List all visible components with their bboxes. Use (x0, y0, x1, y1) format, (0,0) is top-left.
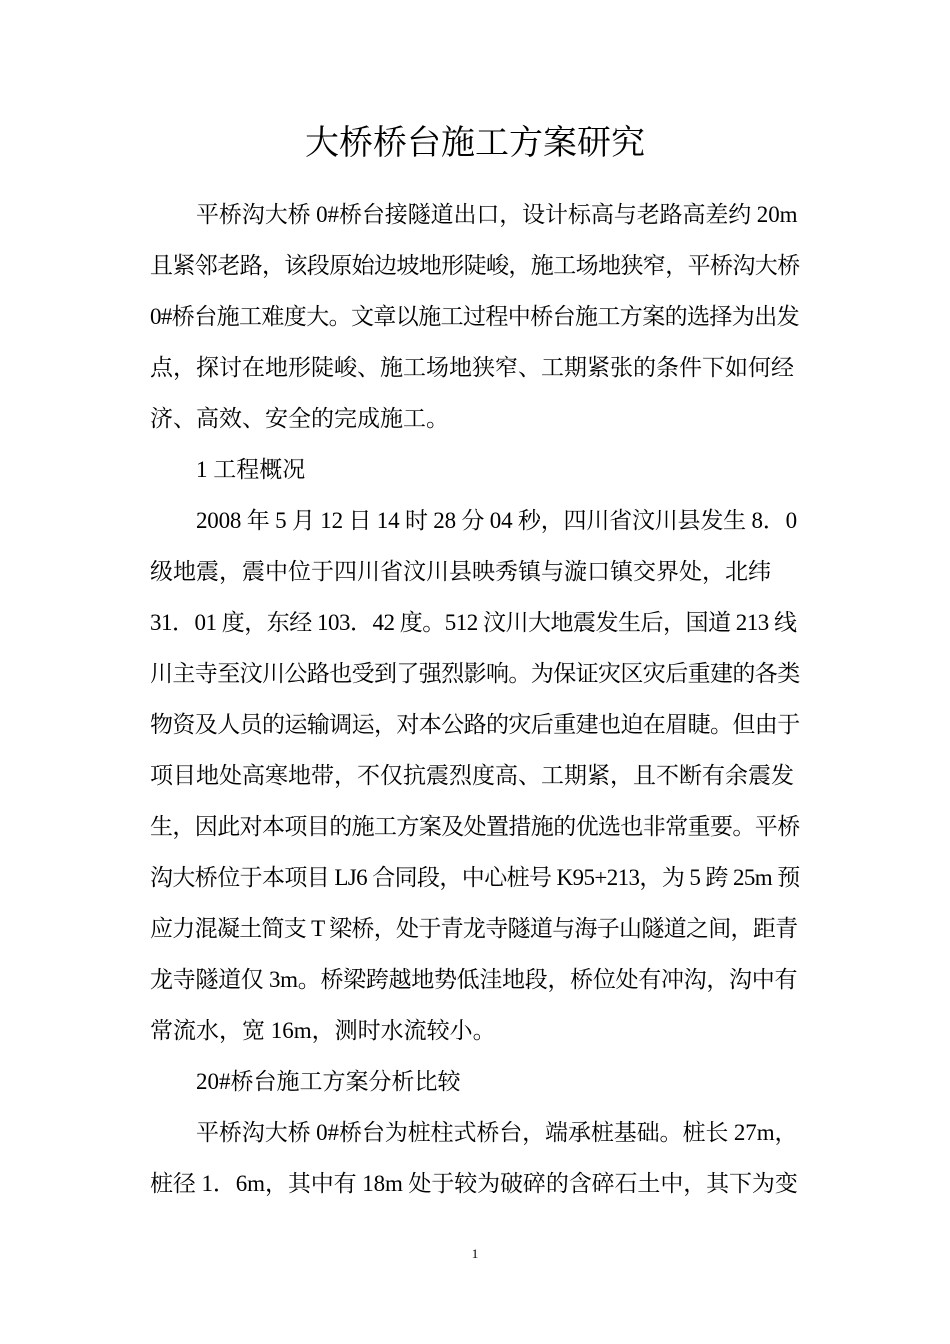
body-line: 龙寺隧道仅 3m。桥梁跨越地势低洼地段，桥位处有冲沟，沟中有 (150, 967, 798, 992)
document-body (150, 189, 800, 1209)
body-line: 济、高效、安全的完成施工。 (150, 406, 449, 431)
body-line: 且紧邻老路，该段原始边坡地形陡峻，施工场地狭窄，平桥沟大桥 (150, 253, 800, 278)
body-line: 平桥沟大桥 0#桥台为桩柱式桥台，端承桩基础。桩长 27m， (196, 1120, 798, 1145)
body-line: 常流水，宽 16m，测时水流较小。 (150, 1018, 496, 1043)
body-line: 物资及人员的运输调运，对本公路的灾后重建也迫在眉睫。但由于 (150, 712, 800, 737)
body-line: 项目地处高寒地带，不仅抗震烈度高、工期紧，且不断有余震发 (150, 763, 794, 788)
body-line: 沟大桥位于本项目 LJ6 合同段，中心桩号 K95+213，为 5 跨 25m 预 (150, 865, 800, 890)
section-heading: 20#桥台施工方案分析比较 (196, 1069, 461, 1094)
body-line: 0#桥台施工难度大。文章以施工过程中桥台施工方案的选择为出发 (150, 304, 800, 329)
document-title: 大桥桥台施工方案研究 (305, 123, 645, 163)
body-line: 生，因此对本项目的施工方案及处置措施的优选也非常重要。平桥 (150, 814, 800, 839)
body-line: 桩径 1．6m，其中有 18m 处于较为破碎的含碎石土中，其下为变 (150, 1171, 798, 1196)
page-number: 1 (471, 1246, 479, 1261)
section-heading: 1 工程概况 (196, 457, 306, 482)
body-line: 2008 年 5 月 12 日 14 时 28 分 04 秒，四川省汶川县发生 8．0 (196, 508, 797, 533)
body-line: 点，探讨在地形陡峻、施工场地狭窄、工期紧张的条件下如何经 (150, 355, 794, 380)
body-line: 应力混凝土简支 T 梁桥，处于青龙寺隧道与海子山隧道之间，距青 (150, 916, 798, 941)
body-line: 平桥沟大桥 0#桥台接隧道出口，设计标高与老路高差约 20m (196, 202, 798, 227)
body-line: 31．01 度，东经 103．42 度。512 汶川大地震发生后，国道 213 线 (150, 610, 797, 635)
body-line: 川主寺至汶川公路也受到了强烈影响。为保证灾区灾后重建的各类 (150, 661, 800, 686)
body-line: 级地震，震中位于四川省汶川县映秀镇与漩口镇交界处，北纬 (150, 559, 771, 584)
